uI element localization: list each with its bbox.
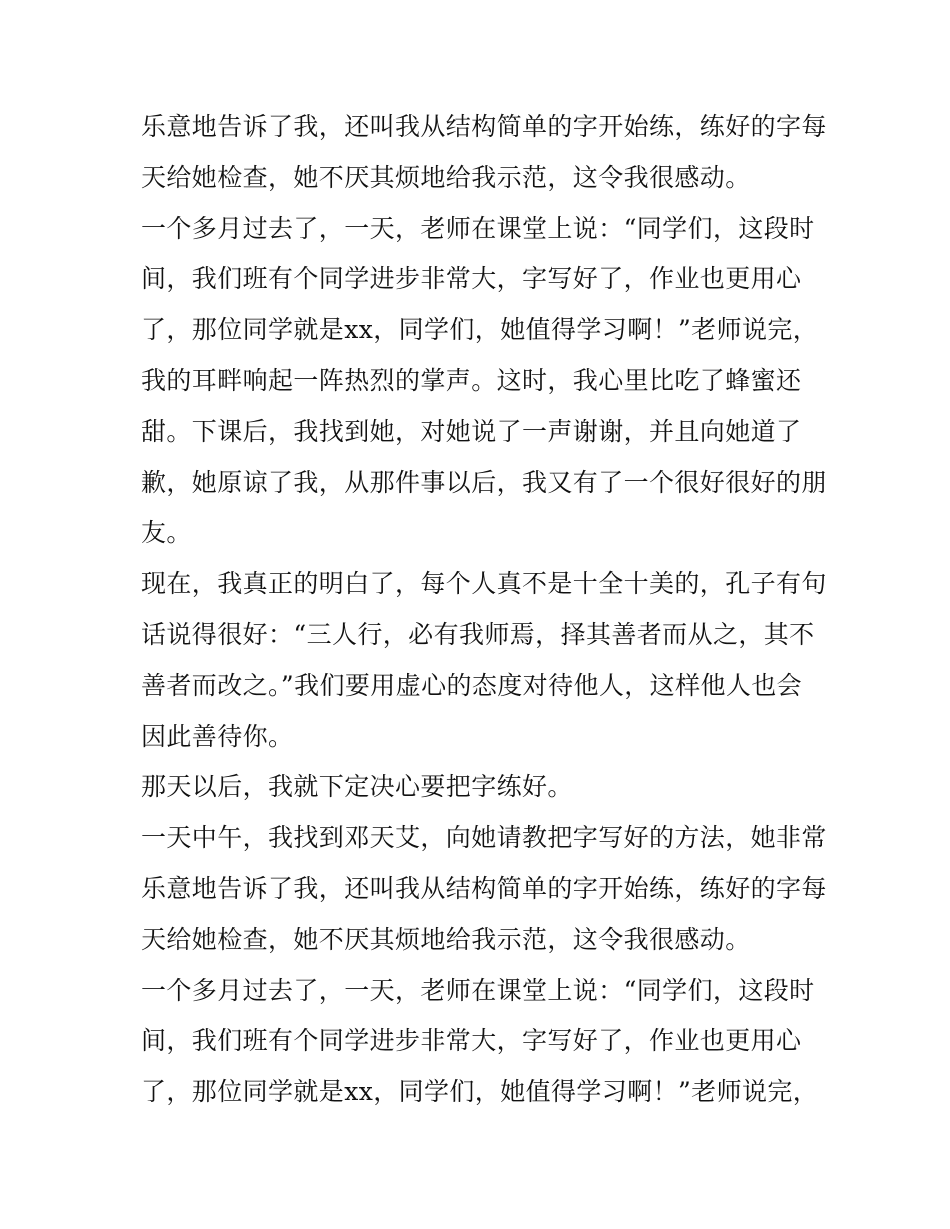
text-line: 因此善待你。: [141, 721, 294, 751]
text-line: 话说得很好：“三人行，必有我师焉，择其善者而从之，其不: [141, 619, 815, 649]
text-line: 歉，她原谅了我，从那件事以后，我又有了一个很好很好的朋: [141, 467, 827, 497]
text-line: 间，我们班有个同学进步非常大，字写好了，作业也更用心: [141, 1026, 802, 1056]
text-line: 乐意地告诉了我，还叫我从结构简单的字开始练，练好的字每: [141, 873, 827, 903]
text-line: 一个多月过去了，一天，老师在课堂上说：“同学们，这段时: [141, 213, 815, 243]
text-line: 现在，我真正的明白了，每个人真不是十全十美的，孔子有句: [141, 569, 827, 599]
text-line: 间，我们班有个同学进步非常大，字写好了，作业也更用心: [141, 264, 802, 294]
text-line: 乐意地告诉了我，还叫我从结构简单的字开始练，练好的字每: [141, 112, 827, 141]
text-line: 了，那位同学就是xx，同学们，她值得学习啊！”老师说完，: [141, 315, 819, 345]
text-line: 那天以后，我就下定决心要把字练好。: [141, 772, 573, 802]
text-line: 友。: [141, 518, 192, 548]
text-line: 善者而改之。”我们要用虚心的态度对待他人，这样他人也会: [141, 670, 803, 700]
text-line: 了，那位同学就是xx，同学们，她值得学习啊！”老师说完，: [141, 1077, 819, 1107]
text-line: 一个多月过去了，一天，老师在课堂上说：“同学们，这段时: [141, 975, 815, 1005]
text-line: 一天中午，我找到邓天艾，向她请教把字写好的方法，她非常: [141, 823, 827, 853]
text-line: 我的耳畔响起一阵热烈的掌声。这时，我心里比吃了蜂蜜还: [141, 365, 802, 395]
text-line: 天给她检查，她不厌其烦地给我示范，这令我很感动。: [141, 924, 751, 954]
document-body: [141, 102, 827, 1118]
text-line: 天给她检查，她不厌其烦地给我示范，这令我很感动。: [141, 162, 751, 192]
text-line: 甜。下课后，我找到她，对她说了一声谢谢，并且向她道了: [141, 416, 802, 446]
